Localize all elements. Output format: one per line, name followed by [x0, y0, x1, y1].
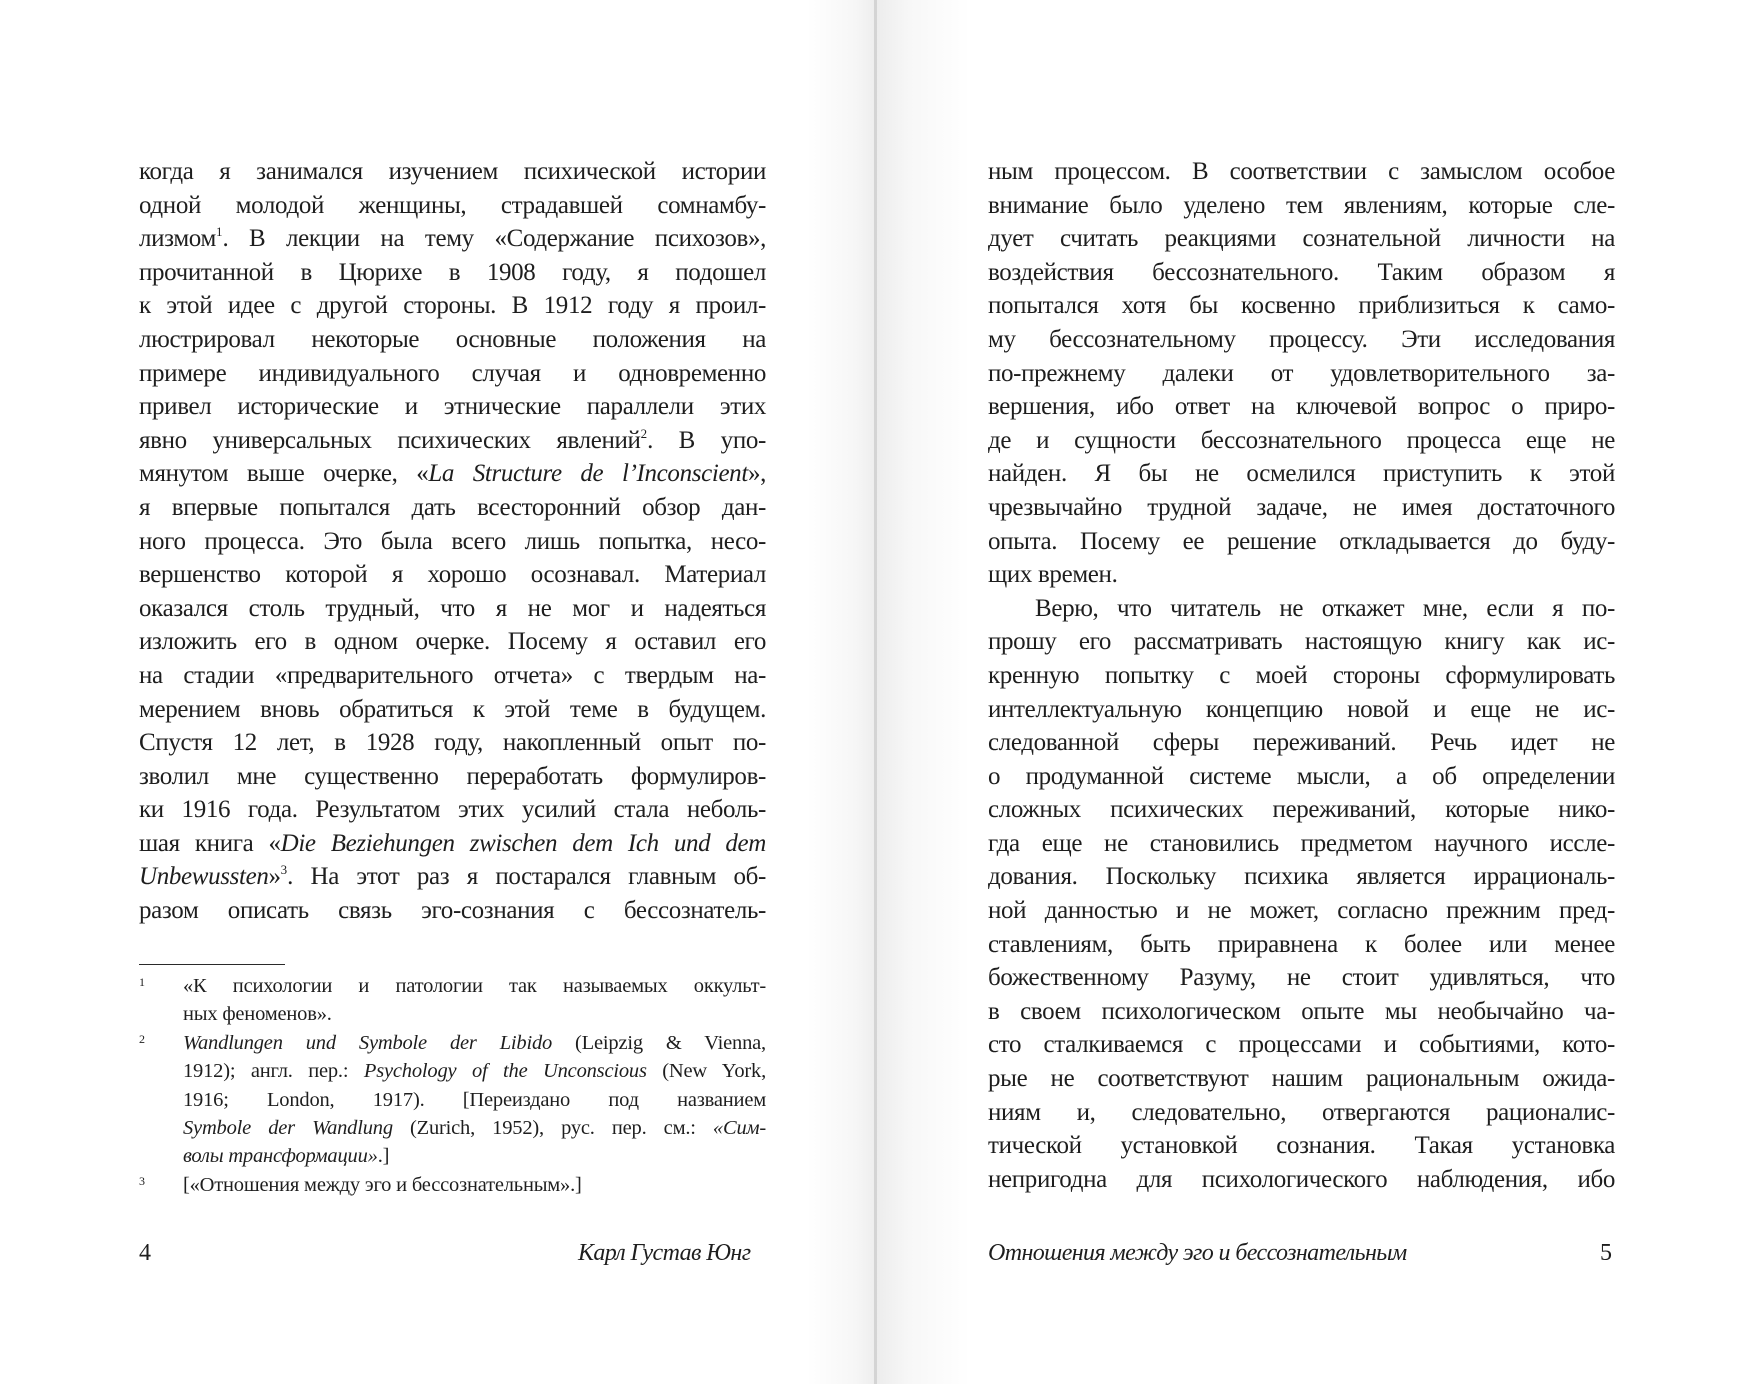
gutter-shadow-right — [876, 0, 971, 1384]
text-line: Верю, что читатель не откажет мне, если я по- — [1035, 594, 1615, 622]
footnote-line: ных феноменов». — [183, 1003, 332, 1026]
text-line: ставлениям, быть приравнена к более или менее — [988, 930, 1615, 958]
gutter-shadow-left — [806, 0, 876, 1384]
footnote-reference[interactable]: 2 — [640, 425, 648, 441]
text-line: одной молодой женщины, страдавшей сомнамбу- — [139, 191, 766, 219]
footnote-number: 3 — [139, 1173, 145, 1188]
left-page-body — [139, 155, 766, 928]
text-line: тической установкой сознания. Такая установка — [988, 1132, 1615, 1160]
text-line: попытался хотя бы косвенно приблизиться к само- — [988, 292, 1615, 320]
text-line: внимание было уделено тем явлениям, которые сле- — [988, 191, 1615, 219]
text-line: разом описать связь эго-сознания с бессознатель- — [139, 897, 766, 925]
text-line: де и сущности бессознательного процесса еще не — [988, 426, 1615, 454]
text-line: я впервые попытался дать всесторонний обзор дан- — [139, 493, 766, 521]
text-line: люстрировал некоторые основные положения на — [139, 325, 766, 353]
text-line: вершенство которой я хорошо осознавал. Материал — [139, 561, 766, 589]
text-line: сто сталкиваемся с процессами и событиями, кото- — [988, 1031, 1615, 1059]
italic-title: La Structure de l’Inconscient — [428, 460, 748, 488]
text-line: опыта. Посему ее решение откладывается до буду- — [988, 527, 1615, 555]
text-line: в своем психологическом опыте мы необычайно ча- — [988, 997, 1615, 1025]
text-line: рые не соответствуют нашим рациональным ожида- — [988, 1065, 1615, 1093]
footnote-reference[interactable]: 3 — [280, 862, 288, 878]
left-page — [0, 0, 876, 1384]
text-line: му бессознательному процессу. Эти исследования — [988, 325, 1615, 353]
footnote-line: [«Отношения между эго и бессознательным».] — [183, 1173, 582, 1196]
footnote-line: Wandlungen und Symbole der Libido (Leipzig & Vienna, — [183, 1031, 766, 1054]
text-line: примере индивидуального случая и одновременно — [139, 359, 766, 387]
text-line: мянутом выше очерке, «La Structure de l’Inconscient», — [139, 460, 766, 488]
text-line: найден. Я бы не осмелился приступить к этой — [988, 460, 1615, 488]
right-page-body — [988, 155, 1615, 1196]
footnote-number: 2 — [139, 1031, 145, 1046]
text-line: божественному Разуму, не стоит удивляться, что — [988, 964, 1615, 992]
text-line: кренную попытку с моей стороны сформулировать — [988, 661, 1615, 689]
text-line: оказался столь трудный, что я не мог и надеяться — [139, 594, 766, 622]
text-line: непригодна для психологического наблюдения, ибо — [988, 1165, 1615, 1193]
text-line: на стадии «предварительного отчета» с твердым на- — [139, 661, 766, 689]
italic-title: Psychology of the Unconscious — [363, 1060, 647, 1083]
footnote-1 — [139, 972, 766, 1029]
footnote-reference[interactable]: 1 — [215, 224, 223, 240]
italic-title: волы трансформации» — [183, 1145, 378, 1168]
text-line: явно универсальных психических явлений$^2$. В упо- — [139, 425, 766, 454]
text-line: Спустя 12 лет, в 1928 году, накопленный опыт по- — [139, 729, 766, 757]
text-line: интеллектуальную концепцию новой и еще не ис- — [988, 695, 1615, 723]
footnote-line: Symbole der Wandlung (Zurich, 1952), рус. пер. см.: «Сим- — [183, 1116, 767, 1139]
running-title-author: Карл Густав Юнг — [578, 1240, 751, 1266]
text-line: прочитанной в Цюрихе в 1908 году, я подошел — [139, 258, 766, 286]
text-line: щих времен. — [988, 561, 1118, 589]
text-line: лизмом$^1$. В лекции на тему «Содержание психозов», — [139, 224, 766, 253]
text-line: привел исторические и этнические параллели этих — [139, 393, 766, 421]
text-line: чрезвычайно трудной задаче, не имея достаточного — [988, 493, 1615, 521]
footnote-separator — [139, 964, 285, 965]
footnotes — [139, 972, 766, 1199]
italic-title: Symbole der Wandlung — [183, 1116, 393, 1139]
text-line: по-прежнему далеки от удовлетворительного за- — [988, 359, 1615, 387]
footnote-2 — [139, 1029, 766, 1171]
text-line: изложить его в одном очерке. Посему я оставил его — [139, 628, 766, 656]
text-line: дует считать реакциями сознательной личности на — [988, 225, 1615, 253]
text-line: о продуманной системе мысли, а об определении — [988, 762, 1615, 790]
text-line: дования. Поскольку психика является иррациональ- — [988, 863, 1615, 891]
text-line: воздействия бессознательного. Таким образом я — [988, 258, 1615, 286]
footnote-line: 1912); англ. пер.: Psychology of the Unconscious (New York, — [183, 1060, 767, 1083]
text-line: следованной сферы переживаний. Речь идет не — [988, 729, 1615, 757]
text-line: шая книга «Die Beziehungen zwischen dem Ich und dem — [139, 829, 766, 857]
text-line: сложных психических переживаний, которые нико- — [988, 796, 1615, 824]
italic-title: Wandlungen und Symbole der Libido — [183, 1031, 553, 1054]
running-title-book: Отношения между эго и бессознательным — [988, 1240, 1407, 1266]
italic-title: Unbewussten — [139, 863, 269, 891]
page-number-left: 4 — [139, 1240, 151, 1266]
book-spine — [874, 0, 877, 1384]
italic-title: Die Beziehungen zwischen dem Ich und dem — [280, 829, 766, 857]
footnote-3 — [139, 1171, 766, 1199]
text-line: ного процесса. Это была всего лишь попытка, несо- — [139, 527, 766, 555]
text-line: к этой идее с другой стороны. В 1912 году я проил- — [139, 292, 766, 320]
text-line: когда я занимался изучением психической истории — [139, 158, 766, 185]
text-line: ной данностью и не может, согласно прежним пред- — [988, 897, 1615, 925]
footnote-line: 1916; London, 1917). [Переиздано под названием — [183, 1088, 766, 1111]
page-number-right: 5 — [1600, 1240, 1612, 1266]
right-page — [876, 0, 1755, 1384]
footnote-line: волы трансформации».] — [183, 1145, 390, 1168]
text-line: ным процессом. В соответствии с замыслом особое — [988, 158, 1615, 185]
text-line: гда еще не становились предметом научного иссле- — [988, 829, 1615, 857]
footnote-number: 1 — [139, 975, 145, 989]
text-line: вершения, ибо ответ на ключевой вопрос о приро- — [988, 393, 1615, 421]
italic-title: «Сим- — [712, 1116, 767, 1139]
text-line: ки 1916 года. Результатом этих усилий стала неболь- — [139, 796, 766, 824]
footnote-line: «К психологии и патологии так называемых оккульт- — [183, 975, 766, 997]
text-line: зволил мне существенно переработать формулиров- — [139, 762, 766, 790]
text-line: Unbewussten»$^3$. На этот раз я постарался главным об- — [139, 862, 766, 891]
text-line: прошу его рассматривать настоящую книгу как ис- — [988, 628, 1615, 656]
text-line: ниям и, следовательно, отвергаются рационалис- — [988, 1098, 1615, 1126]
text-line: мерением вновь обратиться к этой теме в будущем. — [139, 695, 766, 723]
